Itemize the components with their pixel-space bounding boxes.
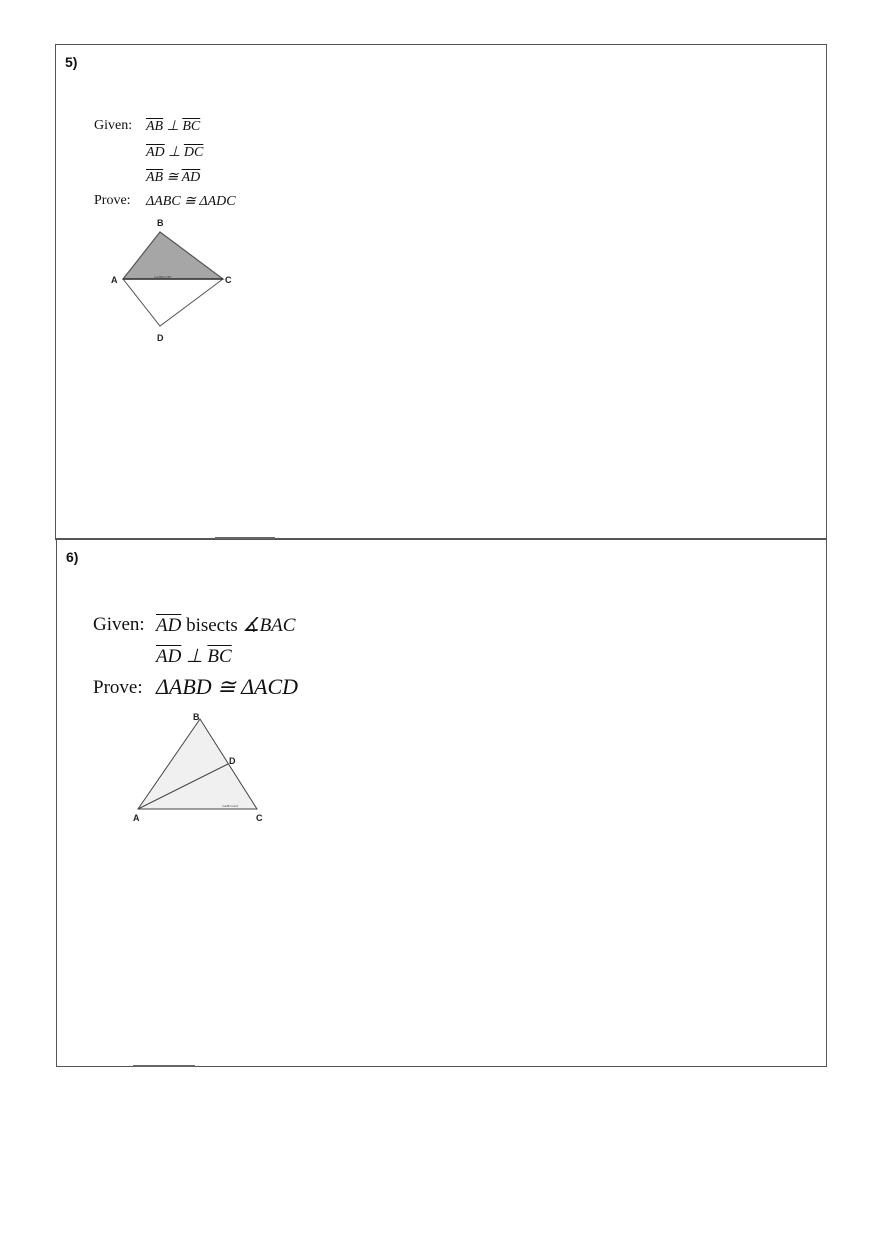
p5-given-label: Given: bbox=[94, 118, 133, 133]
relation-symbol: ≅ bbox=[166, 170, 179, 185]
segment: $\overline{BC}$ bbox=[207, 646, 232, 667]
segment: $\overline{BC}$ bbox=[182, 119, 201, 134]
segment: $\overline{AD}$ bbox=[146, 145, 165, 160]
p6-angle-mark-text: m∠B=m∠C bbox=[222, 804, 239, 808]
relation-symbol: ≅ bbox=[184, 194, 196, 209]
scan-mark bbox=[215, 537, 275, 539]
p5-label-b: B bbox=[157, 218, 164, 228]
problem-6-number: 6) bbox=[66, 549, 79, 565]
p6-prove-label: Prove: bbox=[93, 677, 143, 698]
segment: $\overline{DC}$ bbox=[183, 145, 204, 160]
segment: $\overline{AB}$ bbox=[146, 170, 164, 185]
segment: $\overline{AD}$ bbox=[181, 170, 201, 185]
p6-triangle-abc bbox=[138, 719, 257, 809]
triangle-name: ΔADC bbox=[199, 194, 236, 209]
p5-label-c: C bbox=[225, 275, 232, 285]
p6-label-c: C bbox=[256, 813, 263, 823]
scan-mark bbox=[133, 1065, 195, 1067]
relation-symbol: ≅ bbox=[217, 674, 236, 699]
relation-symbol: ⊥ bbox=[168, 145, 181, 160]
angle-name: ∡BAC bbox=[242, 615, 296, 636]
problem-5-number: 5) bbox=[65, 54, 78, 70]
p6-label-b: B bbox=[193, 712, 200, 722]
p5-label-a: A bbox=[111, 275, 118, 285]
relation-symbol: ⊥ bbox=[186, 646, 203, 667]
segment: $\overline{AD}$ bbox=[156, 615, 182, 636]
triangle-name: ΔABC bbox=[146, 194, 181, 209]
segment: $\overline{AD}$ bbox=[156, 646, 182, 667]
triangle-name: ΔACD bbox=[241, 674, 299, 699]
segment: $\overline{AB}$ bbox=[146, 119, 164, 134]
relation-symbol: ⊥ bbox=[166, 119, 179, 134]
triangle-name: ΔABD bbox=[156, 674, 212, 699]
p5-angle-mark-text: m∠BAC=45° bbox=[154, 275, 172, 279]
p5-label-d: D bbox=[157, 333, 164, 343]
p5-prove-label: Prove: bbox=[94, 193, 131, 208]
given-word: bisects bbox=[186, 615, 238, 636]
p6-label-a: A bbox=[133, 813, 140, 823]
p6-given-label: Given: bbox=[93, 614, 145, 635]
p6-label-d: D bbox=[229, 756, 236, 766]
